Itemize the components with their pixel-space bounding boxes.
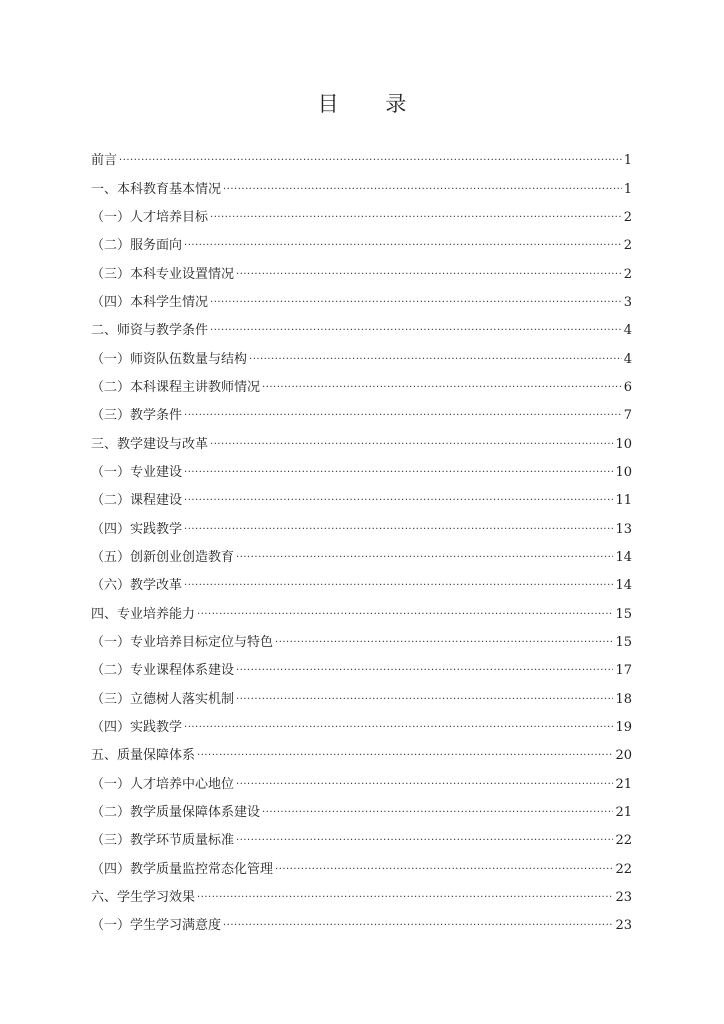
- toc-entry[interactable]: [91, 317, 632, 345]
- toc-leader-dots: [223, 176, 622, 204]
- toc-leader-dots: [275, 629, 613, 657]
- toc-entry-page-number: 13: [615, 521, 632, 537]
- toc-entry-label: （一）人才培养中心地位: [91, 776, 235, 792]
- toc-entry[interactable]: [91, 204, 632, 232]
- toc-entry[interactable]: [91, 232, 632, 260]
- toc-entry-label: （一）学生学习满意度: [91, 918, 222, 934]
- toc-entry-label: （二）课程建设: [91, 493, 183, 509]
- toc-entry-label: （五）创新创业创造教育: [91, 549, 235, 565]
- toc-entry-page-number: 15: [615, 606, 632, 622]
- toc-entry[interactable]: [91, 714, 632, 742]
- toc-entry-page-number: 14: [615, 549, 632, 565]
- toc-entry-label: （三）本科专业设置情况: [91, 266, 235, 282]
- toc-entry-label: （一）专业培养目标定位与特色: [91, 634, 274, 650]
- toc-leader-dots: [262, 799, 613, 827]
- toc-entry-page-number: 14: [615, 578, 632, 594]
- toc-entry[interactable]: [91, 629, 632, 657]
- toc-leader-dots: [184, 232, 622, 260]
- toc-entry[interactable]: [91, 260, 632, 288]
- toc-leader-dots: [236, 657, 613, 685]
- toc-leader-dots: [119, 147, 622, 175]
- toc-entry-page-number: 2: [623, 266, 632, 282]
- toc-entry-label: （二）服务面向: [91, 238, 183, 254]
- toc-entry-page-number: 22: [615, 833, 632, 849]
- toc-entry[interactable]: [91, 799, 632, 827]
- toc-entry[interactable]: [91, 770, 632, 798]
- toc-leader-dots: [184, 516, 613, 544]
- toc-entry[interactable]: [91, 912, 632, 940]
- toc-entry-page-number: 6: [623, 379, 632, 395]
- toc-leader-dots: [236, 827, 613, 855]
- toc-entry[interactable]: [91, 544, 632, 572]
- toc-entry-label: （四）本科学生情况: [91, 294, 209, 310]
- toc-leader-dots: [236, 686, 613, 714]
- toc-entry-label: 前言: [91, 153, 118, 169]
- toc-leader-dots: [236, 544, 613, 572]
- toc-entry-page-number: 1: [623, 153, 632, 169]
- toc-entry-label: （三）立德树人落实机制: [91, 691, 235, 707]
- toc-leader-dots: [184, 402, 622, 430]
- toc-entry-page-number: 4: [623, 323, 632, 339]
- toc-entry-page-number: 15: [615, 634, 632, 650]
- toc-leader-dots: [184, 714, 613, 742]
- toc-entry[interactable]: [91, 685, 632, 713]
- toc-entry-page-number: 4: [623, 351, 632, 367]
- toc-entry[interactable]: [91, 827, 632, 855]
- toc-entry-label: （四）实践教学: [91, 521, 183, 537]
- toc-entry[interactable]: [91, 175, 632, 203]
- toc-leader-dots: [197, 742, 613, 770]
- toc-entry-page-number: 22: [615, 861, 632, 877]
- toc-entry-page-number: 10: [615, 464, 632, 480]
- toc-entry[interactable]: [91, 459, 632, 487]
- toc-entry[interactable]: [91, 515, 632, 543]
- toc-entry-page-number: 17: [615, 663, 632, 679]
- toc-entry-page-number: 19: [615, 719, 632, 735]
- toc-leader-dots: [197, 601, 613, 629]
- toc-entry-label: （一）师资队伍数量与结构: [91, 351, 248, 367]
- toc-entry[interactable]: [91, 374, 632, 402]
- toc-entry-page-number: 21: [615, 776, 632, 792]
- toc-leader-dots: [184, 459, 613, 487]
- toc-entry-page-number: 23: [615, 889, 632, 905]
- toc-entry-page-number: 2: [623, 209, 632, 225]
- toc-entry[interactable]: [91, 600, 632, 628]
- toc-entry-page-number: 10: [615, 436, 632, 452]
- toc-entry[interactable]: [91, 430, 632, 458]
- toc-leader-dots: [210, 204, 622, 232]
- toc-entry-label: （四）实践教学: [91, 719, 183, 735]
- toc-entry-label: （二）本科课程主讲教师情况: [91, 379, 261, 395]
- toc-entry[interactable]: [91, 345, 632, 373]
- toc-entry[interactable]: [91, 742, 632, 770]
- toc-entry-label: （三）教学环节质量标准: [91, 833, 235, 849]
- toc-entry-page-number: 21: [615, 804, 632, 820]
- toc-leader-dots: [184, 487, 613, 515]
- toc-entry[interactable]: [91, 657, 632, 685]
- toc-entry-page-number: 1: [623, 181, 632, 197]
- toc-entry-label: （二）专业课程体系建设: [91, 663, 235, 679]
- page-title: 目 录: [317, 92, 427, 116]
- toc-entry-page-number: 11: [615, 493, 632, 509]
- toc-entry-page-number: 2: [623, 238, 632, 254]
- toc-leader-dots: [223, 912, 613, 940]
- toc-entry[interactable]: [91, 572, 632, 600]
- toc-entry-label: （四）教学质量监控常态化管理: [91, 861, 274, 877]
- toc-entry-label: （三）教学条件: [91, 408, 183, 424]
- toc-entry-page-number: 7: [623, 408, 632, 424]
- toc-entry-label: （六）教学改革: [91, 578, 183, 594]
- toc-entry[interactable]: [91, 855, 632, 883]
- toc-entry-page-number: 20: [615, 748, 632, 764]
- toc-entry[interactable]: [91, 487, 632, 515]
- toc-entry[interactable]: [91, 289, 632, 317]
- toc-leader-dots: [236, 771, 613, 799]
- toc-entry-label: 五、质量保障体系: [91, 748, 196, 764]
- toc-entry-label: 三、教学建设与改革: [91, 436, 209, 452]
- toc-leader-dots: [210, 431, 613, 459]
- toc-entry-label: 四、专业培养能力: [91, 606, 196, 622]
- toc-leader-dots: [249, 346, 622, 374]
- toc-entry-label: 二、师资与教学条件: [91, 323, 209, 339]
- toc-entry-page-number: 23: [615, 918, 632, 934]
- toc-leader-dots: [184, 572, 613, 600]
- toc-leader-dots: [262, 374, 622, 402]
- toc-entry[interactable]: [91, 884, 632, 912]
- toc-leader-dots: [210, 289, 622, 317]
- toc-leader-dots: [210, 317, 622, 345]
- table-of-contents: [91, 147, 632, 940]
- toc-entry-label: （一）专业建设: [91, 464, 183, 480]
- toc-entry[interactable]: [91, 402, 632, 430]
- toc-entry-label: （一）人才培养目标: [91, 209, 209, 225]
- toc-entry-label: （二）教学质量保障体系建设: [91, 804, 261, 820]
- toc-leader-dots: [197, 884, 613, 912]
- toc-leader-dots: [236, 261, 622, 289]
- toc-leader-dots: [275, 856, 613, 884]
- toc-entry-label: 六、学生学习效果: [91, 889, 196, 905]
- toc-entry-page-number: 18: [615, 691, 632, 707]
- toc-entry[interactable]: [91, 147, 632, 175]
- toc-entry-label: 一、本科教育基本情况: [91, 181, 222, 197]
- toc-entry-page-number: 3: [623, 294, 632, 310]
